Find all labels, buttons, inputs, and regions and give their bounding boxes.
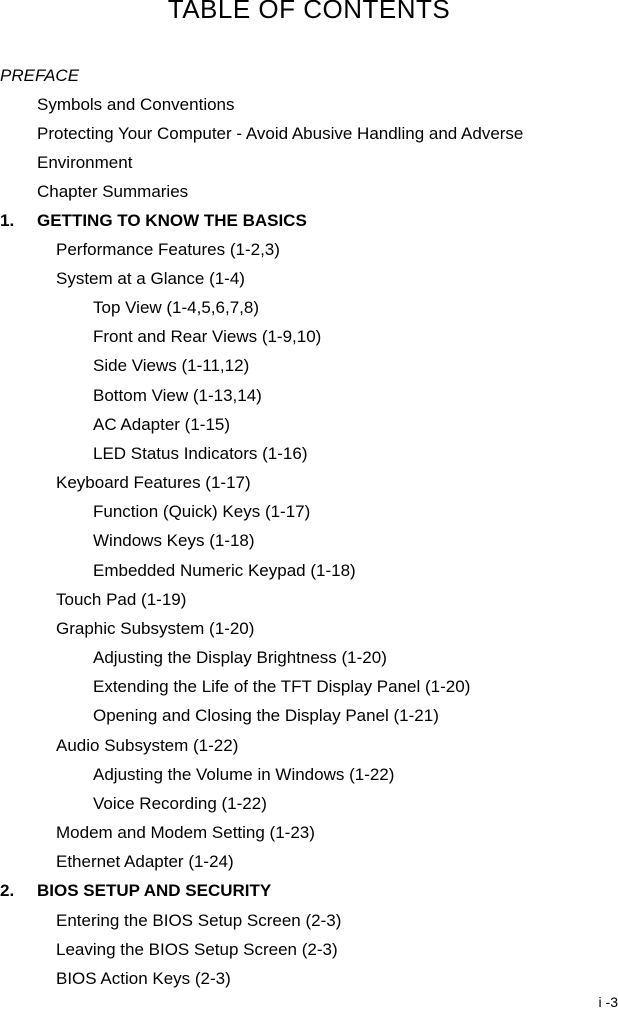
- toc-subentry[interactable]: AC Adapter (1-15): [93, 415, 231, 434]
- toc-subentry[interactable]: Windows Keys (1-18): [93, 531, 255, 550]
- preface-heading: PREFACE: [0, 66, 80, 85]
- chapter-1-number: 1.: [0, 211, 15, 230]
- chapter-2-heading[interactable]: BIOS SETUP AND SECURITY: [37, 881, 272, 900]
- toc-entry[interactable]: Chapter Summaries: [37, 182, 189, 201]
- chapter-1-heading[interactable]: GETTING TO KNOW THE BASICS: [37, 211, 307, 230]
- toc-entry[interactable]: Graphic Subsystem (1-20): [56, 619, 255, 638]
- toc-entry[interactable]: Entering the BIOS Setup Screen (2-3): [56, 911, 342, 930]
- toc-entry[interactable]: Modem and Modem Setting (1-23): [56, 823, 315, 842]
- toc-entry[interactable]: Performance Features (1-2,3): [56, 240, 280, 259]
- toc-subentry[interactable]: Extending the Life of the TFT Display Panel (1-20): [93, 677, 471, 696]
- toc-subentry[interactable]: Adjusting the Display Brightness (1-20): [93, 648, 387, 667]
- toc-subentry[interactable]: Side Views (1-11,12): [93, 356, 250, 375]
- toc-entry[interactable]: Symbols and Conventions: [37, 95, 235, 114]
- toc-subentry[interactable]: Function (Quick) Keys (1-17): [93, 502, 311, 521]
- toc-entry[interactable]: System at a Glance (1-4): [56, 269, 245, 288]
- toc-entry[interactable]: Environment: [37, 153, 133, 172]
- toc-subentry[interactable]: LED Status Indicators (1-16): [93, 444, 308, 463]
- toc-entry[interactable]: Keyboard Features (1-17): [56, 473, 251, 492]
- toc-entry[interactable]: Audio Subsystem (1-22): [56, 736, 239, 755]
- page-number: i -3: [598, 994, 618, 1010]
- toc-entry[interactable]: BIOS Action Keys (2-3): [56, 969, 231, 988]
- chapter-2-number: 2.: [0, 881, 15, 900]
- toc-subentry[interactable]: Embedded Numeric Keypad (1-18): [93, 561, 356, 580]
- toc-subentry[interactable]: Front and Rear Views (1-9,10): [93, 327, 322, 346]
- toc-subentry[interactable]: Opening and Closing the Display Panel (1-21): [93, 706, 439, 725]
- toc-subentry[interactable]: Adjusting the Volume in Windows (1-22): [93, 765, 395, 784]
- toc-subentry[interactable]: Top View (1-4,5,6,7,8): [93, 298, 259, 317]
- toc-entry[interactable]: Touch Pad (1-19): [56, 590, 187, 609]
- toc-subentry[interactable]: Bottom View (1-13,14): [93, 386, 262, 405]
- toc-entry[interactable]: Leaving the BIOS Setup Screen (2-3): [56, 940, 338, 959]
- page-title: TABLE OF CONTENTS: [167, 0, 451, 24]
- toc-entry[interactable]: Ethernet Adapter (1-24): [56, 852, 234, 871]
- toc-entry[interactable]: Protecting Your Computer - Avoid Abusive Handling and Adverse: [37, 124, 524, 143]
- toc-subentry[interactable]: Voice Recording (1-22): [93, 794, 267, 813]
